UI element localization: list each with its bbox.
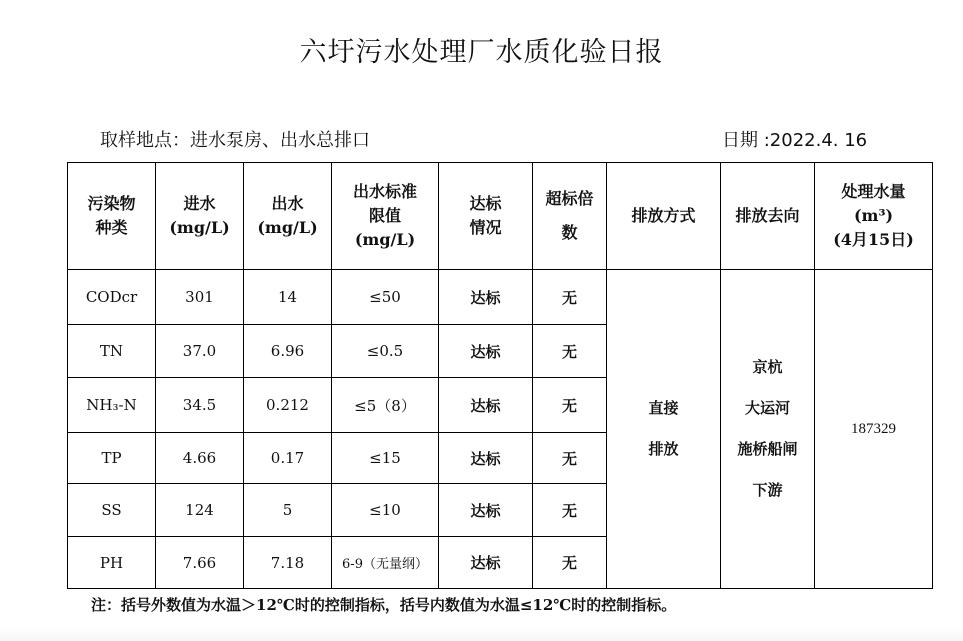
header-pollutant-type: 污染物 种类: [68, 163, 156, 270]
cell-inflow: 4.66: [156, 433, 244, 484]
header-discharge-destination: 排放去向: [721, 163, 815, 270]
cell-inflow: 37.0: [156, 325, 244, 378]
cell-status: 达标: [439, 325, 533, 378]
header-outflow: 出水 (mg/L): [244, 163, 332, 270]
cell-limit: ≤15: [332, 433, 439, 484]
cell-type: SS: [68, 484, 156, 537]
cell-exceed: 无: [533, 433, 607, 484]
cell-status: 达标: [439, 484, 533, 537]
cell-inflow: 34.5: [156, 378, 244, 433]
table-row: [68, 270, 933, 325]
water-quality-table: [67, 162, 933, 589]
discharge-destination: 京杭 大运河 施桥船闸 下游: [721, 270, 815, 589]
cell-outflow: 0.212: [244, 378, 332, 433]
footnote: 注：括号外数值为水温＞12℃时的控制指标，括号内数值为水温≤12℃时的控制指标。: [91, 596, 677, 614]
cell-inflow: 124: [156, 484, 244, 537]
cell-status: 达标: [439, 378, 533, 433]
cell-type: CODcr: [68, 270, 156, 325]
cell-exceed: 无: [533, 270, 607, 325]
cell-type: TN: [68, 325, 156, 378]
bottom-edge: [0, 627, 963, 641]
cell-outflow: 0.17: [244, 433, 332, 484]
cell-status: 达标: [439, 433, 533, 484]
header-discharge-method: 排放方式: [607, 163, 721, 270]
cell-limit: ≤5（8）: [332, 378, 439, 433]
cell-exceed: 无: [533, 484, 607, 537]
cell-type: NH₃-N: [68, 378, 156, 433]
header-exceed-multiple: 超标倍 数: [533, 163, 607, 270]
cell-limit: ≤50: [332, 270, 439, 325]
header-status: 达标 情况: [439, 163, 533, 270]
report-date: 日期 :2022.4. 16: [722, 130, 868, 151]
cell-limit: ≤0.5: [332, 325, 439, 378]
cell-limit: 6-9（无量纲）: [332, 537, 439, 589]
cell-status: 达标: [439, 270, 533, 325]
header-limit: 出水标准 限值 (mg/L): [332, 163, 439, 270]
report-title: 六圩污水处理厂水质化验日报: [299, 37, 664, 68]
discharge-method: 直接 排放: [607, 270, 721, 589]
header-row: [68, 163, 933, 270]
cell-inflow: 7.66: [156, 537, 244, 589]
cell-inflow: 301: [156, 270, 244, 325]
treated-volume: 187329: [815, 270, 933, 589]
cell-limit: ≤10: [332, 484, 439, 537]
cell-type: TP: [68, 433, 156, 484]
cell-status: 达标: [439, 537, 533, 589]
header-inflow: 进水 (mg/L): [156, 163, 244, 270]
cell-type: PH: [68, 537, 156, 589]
cell-outflow: 7.18: [244, 537, 332, 589]
cell-outflow: 14: [244, 270, 332, 325]
cell-outflow: 6.96: [244, 325, 332, 378]
header-treated-volume: 处理水量 (m³) (4月15日): [815, 163, 933, 270]
cell-exceed: 无: [533, 537, 607, 589]
sampling-location: 取样地点：进水泵房、出水总排口: [100, 130, 370, 151]
cell-exceed: 无: [533, 378, 607, 433]
cell-outflow: 5: [244, 484, 332, 537]
cell-exceed: 无: [533, 325, 607, 378]
